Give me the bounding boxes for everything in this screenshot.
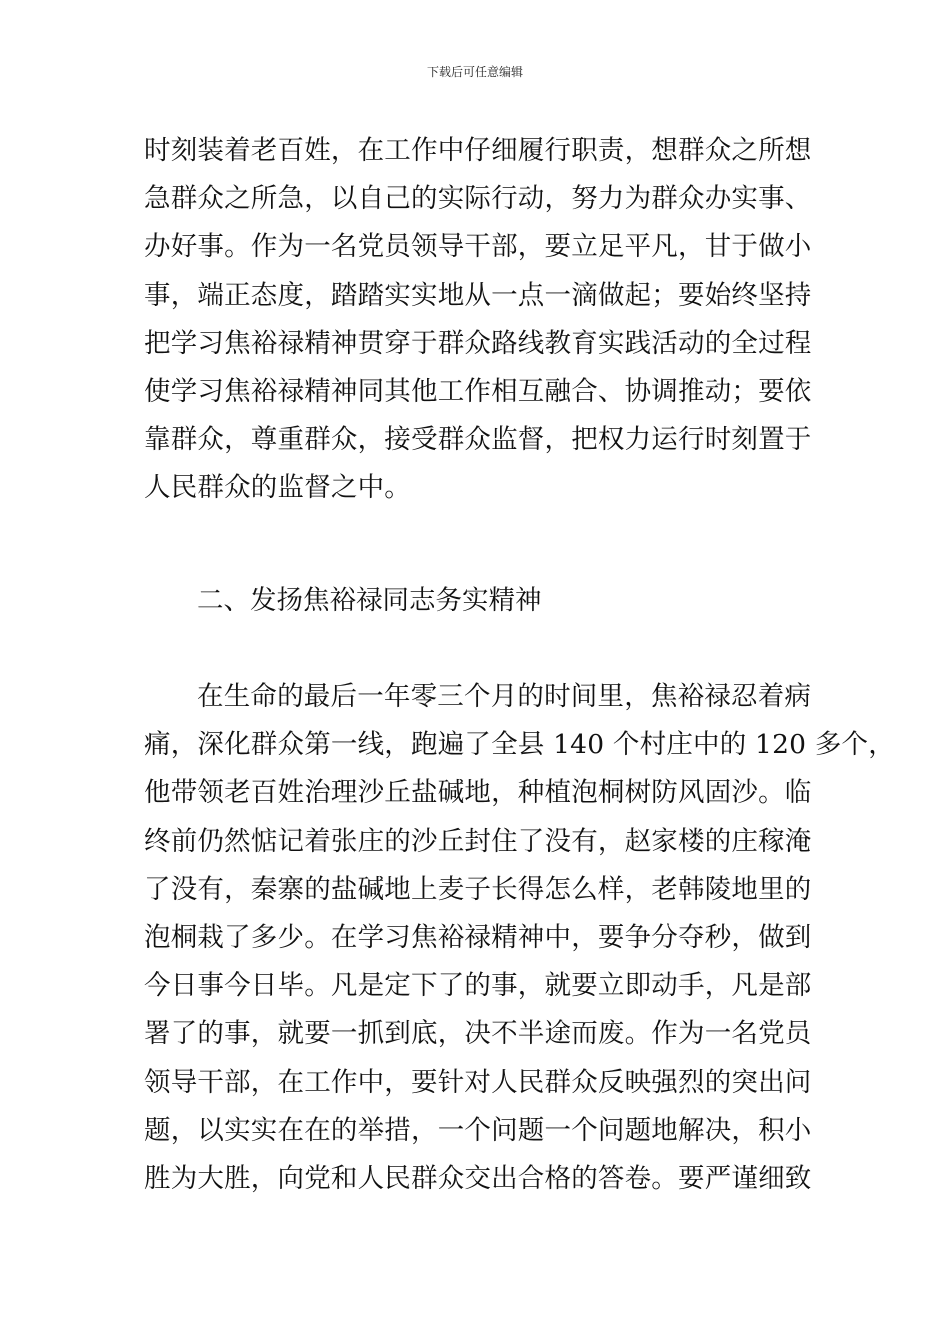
paragraph-line: 胜为大胜，向党和人民群众交出合格的答卷。要严谨细致 <box>144 1162 812 1194</box>
paragraph-line: 靠群众，尊重群众，接受群众监督，把权力运行时刻置于 <box>144 424 812 456</box>
paragraph-line: 署了的事，就要一抓到底，决不半途而废。作为一名党员 <box>144 1018 812 1050</box>
paragraph-line: 时刻装着老百姓，在工作中仔细履行职责，想群众之所想 <box>144 135 812 166</box>
paragraph-line: 在生命的最后一年零三个月的时间里，焦裕禄忍着病 <box>197 681 812 712</box>
paragraph-line: 题，以实实在在的举措，一个问题一个问题地解决，积小 <box>144 1114 812 1146</box>
paragraph-line: 痛，深化群众第一线，跑遍了全县 140 个村庄中的 120 多个， <box>144 729 895 761</box>
paragraph-continuation <box>144 127 816 513</box>
paragraph-line: 了没有，秦寨的盐碱地上麦子长得怎么样，老韩陵地里的 <box>144 873 812 905</box>
paragraph-line: 把学习焦裕禄精神贯穿于群众路线教育实践活动的全过程 <box>144 327 812 359</box>
paragraph-line: 他带领老百姓治理沙丘盐碱地，种植泡桐树防风固沙。临 <box>144 777 812 809</box>
paragraph-line: 领导干部，在工作中，要针对人民群众反映强烈的突出问 <box>144 1066 812 1098</box>
paragraph-line: 今日事今日毕。凡是定下了的事，就要立即动手，凡是部 <box>144 970 812 1002</box>
paragraph-line: 人民群众的监督之中。 <box>144 472 411 504</box>
page-header: 下载后可任意编辑 <box>426 65 523 79</box>
paragraph-line: 终前仍然惦记着张庄的沙丘封住了没有，赵家楼的庄稼淹 <box>144 825 812 857</box>
paragraph-line: 泡桐栽了多少。在学习焦裕禄精神中，要争分夺秒，做到 <box>144 921 812 953</box>
paragraph-line: 使学习焦裕禄精神同其他工作相互融合、协调推动；要依 <box>144 375 812 407</box>
section-heading: 二、发扬焦裕禄同志务实精神 <box>197 585 542 616</box>
paragraph-line: 事，端正态度，踏踏实实地从一点一滴做起；要始终坚持 <box>144 279 812 311</box>
paragraph-line: 办好事。作为一名党员领导干部，要立足平凡，甘于做小 <box>144 231 812 263</box>
paragraph-line: 急群众之所急，以自己的实际行动，努力为群众办实事、 <box>144 183 812 215</box>
paragraph-section-two <box>144 673 895 1203</box>
